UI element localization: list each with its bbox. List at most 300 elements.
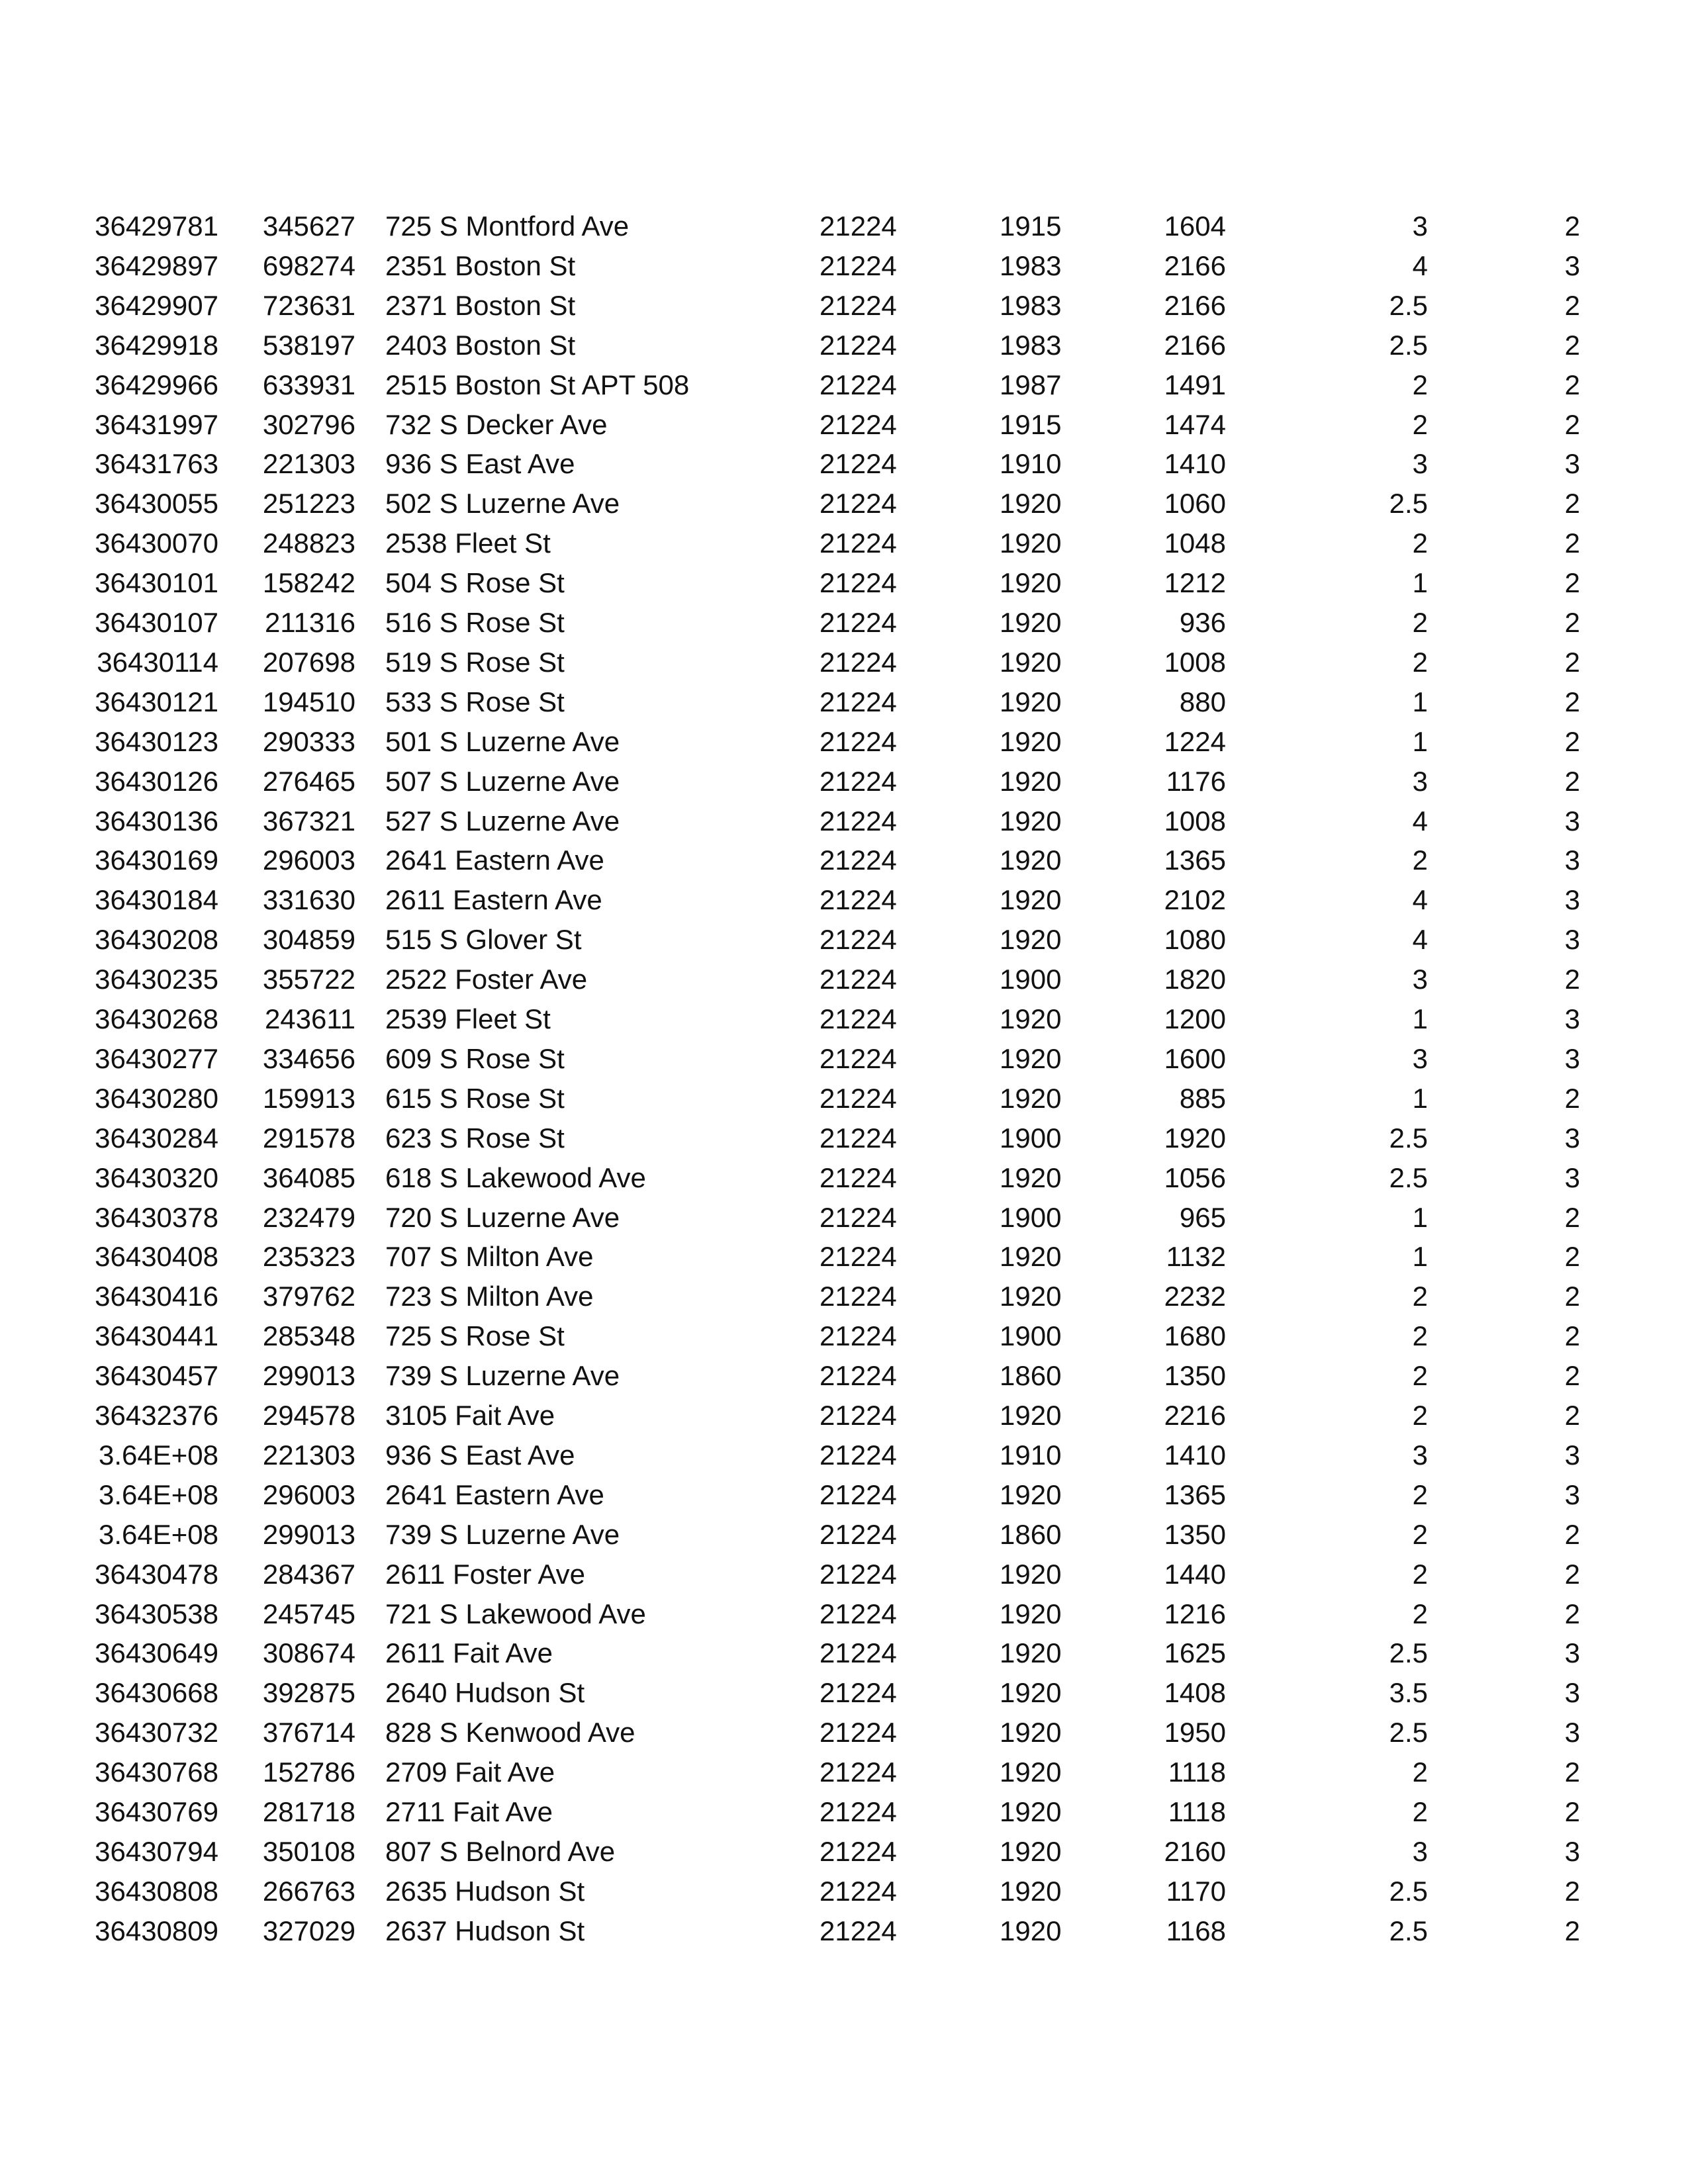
bedrooms-cell: 4 [1412,805,1428,837]
table-row [0,1792,1688,1832]
address-cell: 2640 Hudson St [385,1677,585,1709]
square-feet-cell: 1216 [1164,1598,1226,1629]
parcel-id-cell: 36430169 [95,844,218,876]
address-cell: 2641 Eastern Ave [385,1479,604,1510]
bedrooms-cell: 2 [1412,607,1428,638]
parcel-id-cell: 36430408 [95,1241,218,1273]
table-row [0,643,1688,682]
address-cell: 2709 Fait Ave [385,1756,555,1788]
address-cell: 725 S Rose St [385,1320,565,1352]
parcel-id-cell: 36430320 [95,1161,218,1193]
parcel-id-cell: 36430101 [95,567,218,599]
zip-code-cell: 21224 [820,1201,897,1233]
zip-code-cell: 21224 [820,1518,897,1550]
table-row [0,1158,1688,1198]
square-feet-cell: 1350 [1164,1360,1226,1392]
square-feet-cell: 885 [1179,1082,1226,1114]
bedrooms-cell: 4 [1412,250,1428,281]
bathrooms-cell: 3 [1564,1439,1580,1471]
zip-code-cell: 21224 [820,1400,897,1431]
address-cell: 516 S Rose St [385,607,565,638]
address-cell: 828 S Kenwood Ave [385,1717,635,1749]
bedrooms-cell: 2.5 [1389,1915,1428,1946]
address-cell: 2351 Boston St [385,250,576,281]
zip-code-cell: 21224 [820,884,897,916]
account-number-cell: 158242 [262,567,355,599]
parcel-id-cell: 36430668 [95,1677,218,1709]
table-row [0,1633,1688,1673]
account-number-cell: 367321 [262,805,355,837]
bedrooms-cell: 2.5 [1389,1875,1428,1907]
bathrooms-cell: 2 [1564,210,1580,242]
year-built-cell: 1920 [1000,527,1062,559]
zip-code-cell: 21224 [820,1875,897,1907]
parcel-id-cell: 36430538 [95,1598,218,1629]
account-number-cell: 364085 [262,1161,355,1193]
table-row [0,801,1688,841]
bedrooms-cell: 1 [1412,1082,1428,1114]
square-feet-cell: 2102 [1164,884,1226,916]
table-row [0,405,1688,445]
parcel-id-cell: 3.64E+08 [98,1518,218,1550]
table-row [0,880,1688,920]
bedrooms-cell: 2.5 [1389,329,1428,361]
address-cell: 519 S Rose St [385,646,565,678]
year-built-cell: 1920 [1000,1042,1062,1074]
account-number-cell: 248823 [262,527,355,559]
bathrooms-cell: 2 [1564,1201,1580,1233]
bathrooms-cell: 2 [1564,1875,1580,1907]
bathrooms-cell: 2 [1564,289,1580,321]
parcel-id-cell: 36430235 [95,964,218,995]
table-row [0,1752,1688,1792]
square-feet-cell: 1118 [1168,1796,1226,1827]
bedrooms-cell: 2.5 [1389,1637,1428,1669]
square-feet-cell: 1600 [1164,1042,1226,1074]
account-number-cell: 379762 [262,1281,355,1312]
parcel-id-cell: 36430808 [95,1875,218,1907]
year-built-cell: 1920 [1000,1875,1062,1907]
parcel-id-cell: 3.64E+08 [98,1439,218,1471]
parcel-id-cell: 36430208 [95,924,218,956]
zip-code-cell: 21224 [820,250,897,281]
year-built-cell: 1860 [1000,1518,1062,1550]
bathrooms-cell: 2 [1564,408,1580,440]
table-row [0,246,1688,286]
year-built-cell: 1920 [1000,607,1062,638]
zip-code-cell: 21224 [820,448,897,480]
parcel-id-cell: 36430768 [95,1756,218,1788]
square-feet-cell: 1604 [1164,210,1226,242]
zip-code-cell: 21224 [820,964,897,995]
bedrooms-cell: 2 [1412,1400,1428,1431]
bedrooms-cell: 1 [1412,1241,1428,1273]
address-cell: 732 S Decker Ave [385,408,608,440]
table-row [0,1713,1688,1752]
parcel-id-cell: 36430121 [95,686,218,717]
zip-code-cell: 21224 [820,210,897,242]
year-built-cell: 1920 [1000,884,1062,916]
bedrooms-cell: 4 [1412,884,1428,916]
bedrooms-cell: 2.5 [1389,488,1428,520]
table-row [0,1555,1688,1594]
address-cell: 502 S Luzerne Ave [385,488,620,520]
account-number-cell: 291578 [262,1122,355,1154]
table-row [0,286,1688,326]
bedrooms-cell: 2 [1412,1518,1428,1550]
bathrooms-cell: 2 [1564,1320,1580,1352]
table-row [0,1435,1688,1475]
year-built-cell: 1920 [1000,1281,1062,1312]
bathrooms-cell: 2 [1564,567,1580,599]
zip-code-cell: 21224 [820,527,897,559]
address-cell: 739 S Luzerne Ave [385,1360,620,1392]
bathrooms-cell: 3 [1564,1003,1580,1034]
account-number-cell: 281718 [262,1796,355,1827]
address-cell: 2635 Hudson St [385,1875,585,1907]
table-row [0,444,1688,484]
zip-code-cell: 21224 [820,1003,897,1034]
year-built-cell: 1900 [1000,1320,1062,1352]
account-number-cell: 159913 [262,1082,355,1114]
zip-code-cell: 21224 [820,1360,897,1392]
zip-code-cell: 21224 [820,1915,897,1946]
bedrooms-cell: 3 [1412,964,1428,995]
table-row [0,1872,1688,1911]
year-built-cell: 1920 [1000,1637,1062,1669]
zip-code-cell: 21224 [820,844,897,876]
parcel-id-cell: 36429907 [95,289,218,321]
table-row [0,1356,1688,1396]
parcel-id-cell: 36430136 [95,805,218,837]
account-number-cell: 296003 [262,1479,355,1510]
parcel-id-cell: 36429966 [95,369,218,400]
bedrooms-cell: 2 [1412,1558,1428,1590]
square-feet-cell: 1625 [1164,1637,1226,1669]
year-built-cell: 1920 [1000,1003,1062,1034]
parcel-id-cell: 36429918 [95,329,218,361]
square-feet-cell: 1212 [1164,567,1226,599]
year-built-cell: 1983 [1000,250,1062,281]
bathrooms-cell: 3 [1564,805,1580,837]
bedrooms-cell: 2 [1412,1796,1428,1827]
account-number-cell: 243611 [264,1003,355,1034]
account-number-cell: 285348 [262,1320,355,1352]
address-cell: 2538 Fleet St [385,527,551,559]
bedrooms-cell: 3 [1412,210,1428,242]
zip-code-cell: 21224 [820,567,897,599]
bedrooms-cell: 4 [1412,924,1428,956]
parcel-id-cell: 36430441 [95,1320,218,1352]
year-built-cell: 1920 [1000,1598,1062,1629]
year-built-cell: 1900 [1000,964,1062,995]
square-feet-cell: 1350 [1164,1518,1226,1550]
bathrooms-cell: 3 [1564,1717,1580,1749]
parcel-id-cell: 36430184 [95,884,218,916]
zip-code-cell: 21224 [820,686,897,717]
account-number-cell: 294578 [262,1400,355,1431]
account-number-cell: 296003 [262,844,355,876]
year-built-cell: 1915 [1000,408,1062,440]
parcel-id-cell: 3.64E+08 [98,1479,218,1510]
year-built-cell: 1900 [1000,1122,1062,1154]
address-cell: 720 S Luzerne Ave [385,1201,620,1233]
account-number-cell: 302796 [262,408,355,440]
table-row [0,523,1688,563]
parcel-id-cell: 36430070 [95,527,218,559]
parcel-id-cell: 36430478 [95,1558,218,1590]
square-feet-cell: 1176 [1166,765,1226,797]
table-row [0,841,1688,880]
parcel-id-cell: 36430378 [95,1201,218,1233]
account-number-cell: 392875 [262,1677,355,1709]
bedrooms-cell: 2.5 [1389,1717,1428,1749]
square-feet-cell: 965 [1179,1201,1226,1233]
account-number-cell: 152786 [262,1756,355,1788]
address-cell: 936 S East Ave [385,448,575,480]
address-cell: 707 S Milton Ave [385,1241,594,1273]
parcel-id-cell: 36430284 [95,1122,218,1154]
address-cell: 2641 Eastern Ave [385,844,604,876]
account-number-cell: 251223 [262,488,355,520]
account-number-cell: 290333 [262,725,355,757]
year-built-cell: 1920 [1000,1161,1062,1193]
bedrooms-cell: 1 [1412,686,1428,717]
square-feet-cell: 2166 [1164,289,1226,321]
bedrooms-cell: 3 [1412,448,1428,480]
bedrooms-cell: 2 [1412,1756,1428,1788]
square-feet-cell: 1008 [1164,646,1226,678]
account-number-cell: 299013 [262,1360,355,1392]
year-built-cell: 1987 [1000,369,1062,400]
bathrooms-cell: 3 [1564,1479,1580,1510]
account-number-cell: 221303 [262,1439,355,1471]
table-row [0,722,1688,762]
year-built-cell: 1920 [1000,1479,1062,1510]
year-built-cell: 1920 [1000,1558,1062,1590]
year-built-cell: 1920 [1000,646,1062,678]
bathrooms-cell: 2 [1564,329,1580,361]
square-feet-cell: 2216 [1164,1400,1226,1431]
account-number-cell: 276465 [262,765,355,797]
account-number-cell: 221303 [262,448,355,480]
table-row [0,920,1688,960]
bedrooms-cell: 3 [1412,1042,1428,1074]
account-number-cell: 723631 [262,289,355,321]
zip-code-cell: 21224 [820,607,897,638]
account-number-cell: 331630 [262,884,355,916]
bedrooms-cell: 2 [1412,369,1428,400]
table-row [0,365,1688,405]
bathrooms-cell: 2 [1564,527,1580,559]
table-row [0,603,1688,643]
square-feet-cell: 1365 [1164,1479,1226,1510]
parcel-id-cell: 36429781 [95,210,218,242]
square-feet-cell: 1060 [1164,488,1226,520]
zip-code-cell: 21224 [820,1161,897,1193]
zip-code-cell: 21224 [820,1558,897,1590]
square-feet-cell: 1408 [1164,1677,1226,1709]
parcel-id-cell: 36430114 [97,646,218,678]
zip-code-cell: 21224 [820,725,897,757]
table-row [0,1475,1688,1515]
bathrooms-cell: 3 [1564,1161,1580,1193]
address-cell: 723 S Milton Ave [385,1281,594,1312]
address-cell: 507 S Luzerne Ave [385,765,620,797]
table-row [0,762,1688,801]
square-feet-cell: 1365 [1164,844,1226,876]
address-cell: 515 S Glover St [385,924,582,956]
zip-code-cell: 21224 [820,329,897,361]
bathrooms-cell: 2 [1564,1558,1580,1590]
address-cell: 721 S Lakewood Ave [385,1598,646,1629]
account-number-cell: 299013 [262,1518,355,1550]
bedrooms-cell: 2 [1412,408,1428,440]
square-feet-cell: 1410 [1164,1439,1226,1471]
table-row [0,1673,1688,1713]
square-feet-cell: 1820 [1164,964,1226,995]
bathrooms-cell: 2 [1564,607,1580,638]
bathrooms-cell: 2 [1564,1598,1580,1629]
year-built-cell: 1920 [1000,1796,1062,1827]
bathrooms-cell: 2 [1564,725,1580,757]
bathrooms-cell: 3 [1564,1835,1580,1867]
square-feet-cell: 2232 [1164,1281,1226,1312]
year-built-cell: 1920 [1000,844,1062,876]
address-cell: 2371 Boston St [385,289,576,321]
zip-code-cell: 21224 [820,1082,897,1114]
bathrooms-cell: 2 [1564,1281,1580,1312]
account-number-cell: 538197 [262,329,355,361]
bathrooms-cell: 3 [1564,1677,1580,1709]
bedrooms-cell: 2 [1412,844,1428,876]
account-number-cell: 245745 [262,1598,355,1629]
year-built-cell: 1900 [1000,1201,1062,1233]
bathrooms-cell: 3 [1564,1042,1580,1074]
year-built-cell: 1915 [1000,210,1062,242]
year-built-cell: 1920 [1000,1241,1062,1273]
address-cell: 936 S East Ave [385,1439,575,1471]
bedrooms-cell: 1 [1412,1201,1428,1233]
year-built-cell: 1920 [1000,1835,1062,1867]
parcel-id-cell: 36430277 [95,1042,218,1074]
parcel-id-cell: 36430732 [95,1717,218,1749]
parcel-id-cell: 36429897 [95,250,218,281]
table-row [0,960,1688,999]
zip-code-cell: 21224 [820,289,897,321]
address-cell: 2637 Hudson St [385,1915,585,1946]
bedrooms-cell: 1 [1412,567,1428,599]
parcel-id-cell: 36430055 [95,488,218,520]
table-row [0,1515,1688,1555]
square-feet-cell: 1132 [1166,1241,1226,1273]
zip-code-cell: 21224 [820,1637,897,1669]
bathrooms-cell: 2 [1564,646,1580,678]
table-row [0,1237,1688,1277]
account-number-cell: 698274 [262,250,355,281]
address-cell: 807 S Belnord Ave [385,1835,616,1867]
bedrooms-cell: 2 [1412,1598,1428,1629]
parcel-id-cell: 36431763 [95,448,218,480]
table-row [0,206,1688,246]
bedrooms-cell: 3.5 [1389,1677,1428,1709]
table-row [0,1911,1688,1951]
address-cell: 725 S Montford Ave [385,210,630,242]
square-feet-cell: 1118 [1168,1756,1226,1788]
parcel-id-cell: 36430268 [95,1003,218,1034]
year-built-cell: 1920 [1000,805,1062,837]
parcel-id-cell: 36430107 [95,607,218,638]
account-number-cell: 327029 [262,1915,355,1946]
bathrooms-cell: 2 [1564,1241,1580,1273]
year-built-cell: 1920 [1000,567,1062,599]
square-feet-cell: 1048 [1164,527,1226,559]
bedrooms-cell: 2 [1412,527,1428,559]
bathrooms-cell: 2 [1564,1400,1580,1431]
table-row [0,1039,1688,1079]
bedrooms-cell: 2 [1412,1479,1428,1510]
square-feet-cell: 2166 [1164,329,1226,361]
table-row [0,326,1688,365]
parcel-id-cell: 36430126 [95,765,218,797]
table-row [0,1594,1688,1634]
table-row [0,484,1688,523]
table-row [0,1198,1688,1238]
bedrooms-cell: 3 [1412,1439,1428,1471]
zip-code-cell: 21224 [820,1756,897,1788]
bedrooms-cell: 2.5 [1389,1161,1428,1193]
parcel-id-cell: 36430457 [95,1360,218,1392]
parcel-id-cell: 36432376 [95,1400,218,1431]
account-number-cell: 266763 [262,1875,355,1907]
square-feet-cell: 1170 [1166,1875,1226,1907]
bathrooms-cell: 2 [1564,369,1580,400]
square-feet-cell: 1410 [1164,448,1226,480]
square-feet-cell: 1168 [1166,1915,1226,1946]
bathrooms-cell: 3 [1564,924,1580,956]
year-built-cell: 1910 [1000,1439,1062,1471]
zip-code-cell: 21224 [820,1122,897,1154]
address-cell: 739 S Luzerne Ave [385,1518,620,1550]
address-cell: 615 S Rose St [385,1082,565,1114]
square-feet-cell: 1224 [1164,725,1226,757]
year-built-cell: 1920 [1000,1082,1062,1114]
bathrooms-cell: 2 [1564,1756,1580,1788]
account-number-cell: 350108 [262,1835,355,1867]
table-row [0,563,1688,603]
square-feet-cell: 936 [1179,607,1226,638]
bathrooms-cell: 2 [1564,1796,1580,1827]
zip-code-cell: 21224 [820,408,897,440]
table-row [0,1277,1688,1316]
bathrooms-cell: 3 [1564,448,1580,480]
year-built-cell: 1920 [1000,1400,1062,1431]
year-built-cell: 1920 [1000,924,1062,956]
bedrooms-cell: 2.5 [1389,289,1428,321]
zip-code-cell: 21224 [820,1320,897,1352]
address-cell: 2611 Foster Ave [385,1558,585,1590]
bedrooms-cell: 2 [1412,1360,1428,1392]
parcel-id-cell: 36430280 [95,1082,218,1114]
address-cell: 504 S Rose St [385,567,565,599]
table-row [0,1832,1688,1872]
table-row [0,1118,1688,1158]
bathrooms-cell: 3 [1564,884,1580,916]
bedrooms-cell: 1 [1412,725,1428,757]
square-feet-cell: 1950 [1164,1717,1226,1749]
year-built-cell: 1983 [1000,289,1062,321]
bathrooms-cell: 3 [1564,1637,1580,1669]
